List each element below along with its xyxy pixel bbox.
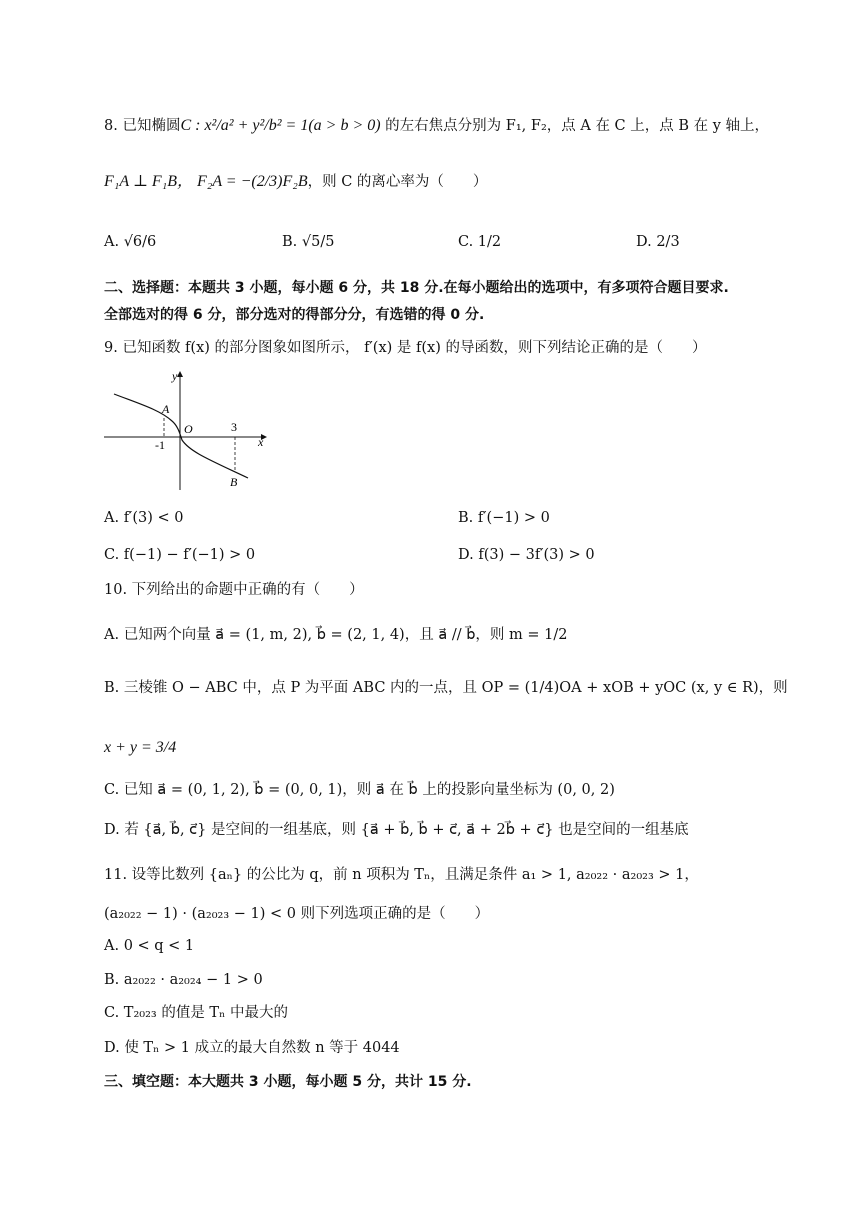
curve — [114, 394, 248, 478]
label-x: x — [258, 435, 264, 449]
q9-option-a: A. f′(3) < 0 — [104, 510, 184, 526]
function-graph — [100, 366, 272, 494]
q8-option-c: C. 1/2 — [458, 234, 502, 250]
q8-formula-ellipse: C : x²/a² + y²/b² = 1(a > b > 0) — [180, 117, 381, 134]
q8-formula-vectors: F₁A ⊥ F₁B， F₂A = −(2/3)F₂B — [104, 173, 308, 190]
q8-option-b: B. √5/5 — [282, 234, 335, 250]
q8-option-d: D. 2/3 — [636, 234, 680, 250]
q11-option-b: B. a₂₀₂₂ · a₂₀₂₄ − 1 > 0 — [104, 972, 263, 988]
section2-heading-line1: 二、选择题：本题共 3 小题，每小题 6 分，共 18 分.在每小题给出的选项中，有多项符合题目要求. — [104, 280, 729, 296]
q11-stem-line1: 11. 设等比数列 {aₙ} 的公比为 q，前 n 项积为 Tₙ，且满足条件 a₁ > 1, a₂₀₂₂ · a₂₀₂₃ > 1， — [104, 867, 699, 883]
q8-option-a: A. √6/6 — [104, 234, 157, 250]
q9-option-d: D. f(3) − 3f′(3) > 0 — [458, 547, 595, 563]
label-y: y — [172, 369, 178, 383]
q8-text-b: 的左右焦点分别为 F₁, F₂，点 A 在 C 上，点 B 在 y 轴上， — [380, 118, 770, 134]
q10-option-b-line1: B. 三棱锥 O − ABC 中，点 P 为平面 ABC 内的一点，且 OP = (1/4)OA + xOB + yOC (x, y ∈ R)，则 — [104, 680, 788, 696]
q11-option-c: C. T₂₀₂₃ 的值是 Tₙ 中最大的 — [104, 1005, 288, 1021]
label-3: 3 — [231, 420, 237, 434]
q11-option-d: D. 使 Tₙ > 1 成立的最大自然数 n 等于 4044 — [104, 1040, 400, 1056]
q10-option-b-line2: x + y = 3/4 — [104, 739, 177, 756]
q8-text-a: 8. 已知椭圆 — [104, 118, 181, 134]
section3-heading: 三、填空题：本大题共 3 小题，每小题 5 分，共计 15 分. — [104, 1074, 472, 1090]
q9-option-c: C. f(−1) − f′(−1) > 0 — [104, 547, 256, 563]
q11-option-a: A. 0 < q < 1 — [104, 938, 195, 954]
label-O: O — [184, 422, 193, 436]
q9-stem: 9. 已知函数 f(x) 的部分图象如图所示， f′(x) 是 f(x) 的导函数，则下列结论正确的是（ ） — [104, 340, 707, 356]
q8-line1 — [104, 116, 769, 136]
label-A: A — [162, 402, 170, 416]
q10-option-c: C. 已知 a⃗ = (0, 1, 2), b⃗ = (0, 0, 1)，则 a⃗ 在 b⃗ 上的投影向量坐标为 (0, 0, 2) — [104, 782, 615, 798]
q10-option-d: D. 若 {a⃗, b⃗, c⃗} 是空间的一组基底，则 {a⃗ + b⃗, b⃗ + c⃗, a⃗ + 2b⃗ + c⃗} 也是空间的一组基底 — [104, 822, 689, 838]
label-neg1: -1 — [155, 438, 165, 452]
q8-text-c: ，则 C 的离心率为（ ） — [307, 174, 488, 190]
q8-line2 — [104, 172, 487, 192]
section2-heading-line2: 全部选对的得 6 分，部分选对的得部分分，有选错的得 0 分. — [104, 307, 485, 323]
label-B: B — [230, 475, 238, 489]
q10-stem: 10. 下列给出的命题中正确的有（ ） — [104, 582, 364, 598]
q10-option-a: A. 已知两个向量 a⃗ = (1, m, 2), b⃗ = (2, 1, 4)，且 a⃗ // b⃗，则 m = 1/2 — [104, 627, 568, 643]
q9-option-b: B. f′(−1) > 0 — [458, 510, 550, 526]
q11-stem-line2: (a₂₀₂₂ − 1) · (a₂₀₂₃ − 1) < 0 则下列选项正确的是（ ） — [104, 906, 490, 922]
